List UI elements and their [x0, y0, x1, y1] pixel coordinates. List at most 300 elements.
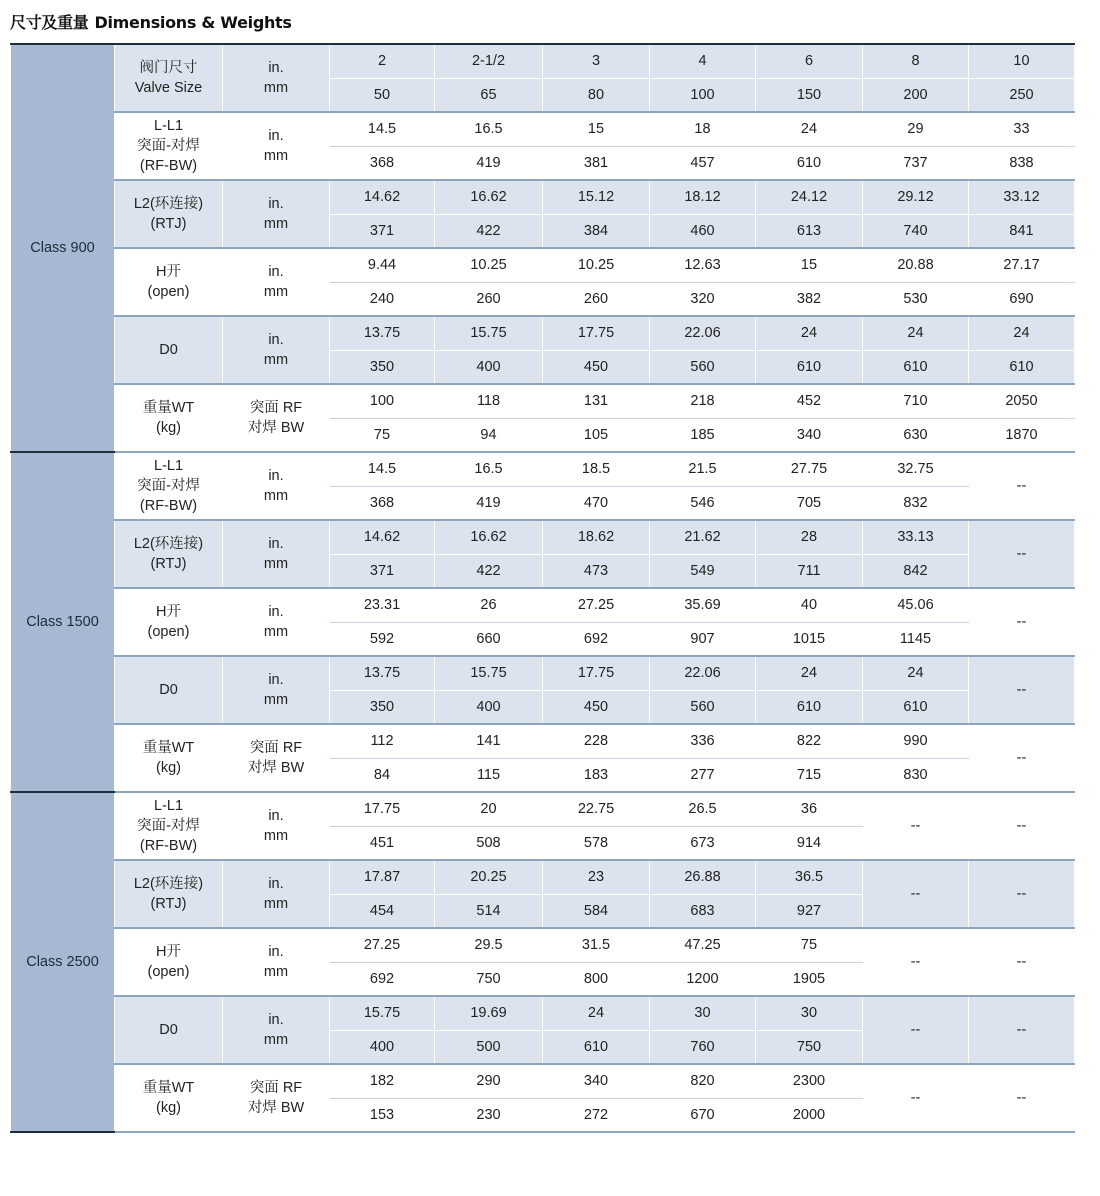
value-cell: 33	[969, 112, 1075, 146]
value-cell: 29.12	[863, 180, 969, 214]
table-row	[11, 180, 1075, 214]
value-cell: 546	[650, 486, 756, 520]
size-mm-cell: 80	[543, 78, 650, 112]
value-cell: 272	[543, 1098, 650, 1132]
row-label-text: 突面-对焊	[137, 478, 200, 494]
value-cell: 473	[543, 554, 650, 588]
value-cell: 17.75	[330, 792, 435, 826]
row-unit-text: mm	[263, 964, 289, 980]
size-in-cell: 4	[650, 44, 756, 78]
title-en: Dimensions & Weights	[94, 13, 292, 32]
value-cell: 711	[756, 554, 863, 588]
value-cell: 24	[756, 112, 863, 146]
value-cell: 183	[543, 758, 650, 792]
row-unit-text: 突面 RF	[249, 1080, 303, 1096]
value-cell: 750	[435, 962, 543, 996]
class-label: Class 900	[11, 44, 115, 452]
value-cell: 277	[650, 758, 756, 792]
row-label-text: (open)	[147, 964, 190, 980]
row-label	[115, 248, 223, 316]
table-row	[11, 588, 1075, 622]
value-cell: 673	[650, 826, 756, 860]
not-available-cell: --	[863, 928, 969, 996]
row-unit-text: in.	[268, 672, 284, 688]
value-cell: 841	[969, 214, 1075, 248]
row-unit-text: 突面 RF	[249, 740, 303, 756]
table-row	[11, 656, 1075, 690]
row-unit-text: in.	[268, 536, 284, 552]
value-cell: 13.75	[330, 656, 435, 690]
row-unit-text: mm	[263, 488, 289, 504]
value-cell: 33.13	[863, 520, 969, 554]
value-cell: 75	[330, 418, 435, 452]
value-cell: 2000	[756, 1098, 863, 1132]
row-unit	[223, 248, 330, 316]
unit-label	[223, 44, 330, 112]
value-cell: 75	[756, 928, 863, 962]
row-unit	[223, 384, 330, 452]
value-cell: 10.25	[543, 248, 650, 282]
value-cell: 115	[435, 758, 543, 792]
row-label-text: L2(环连接)	[133, 196, 204, 212]
value-cell: 9.44	[330, 248, 435, 282]
value-cell: 368	[330, 486, 435, 520]
value-cell: 692	[330, 962, 435, 996]
value-cell: 2050	[969, 384, 1075, 418]
row-unit	[223, 860, 330, 928]
title-cn: 尺寸及重量	[10, 13, 89, 32]
row-label	[115, 1064, 223, 1132]
size-in-cell: 2	[330, 44, 435, 78]
value-cell: 419	[435, 146, 543, 180]
value-cell: 560	[650, 690, 756, 724]
value-cell: 153	[330, 1098, 435, 1132]
value-cell: 14.62	[330, 180, 435, 214]
table-row	[11, 860, 1075, 894]
row-unit-text: mm	[263, 216, 289, 232]
value-cell: 27.17	[969, 248, 1075, 282]
value-cell: 2300	[756, 1064, 863, 1098]
value-cell: 610	[756, 350, 863, 384]
value-cell: 30	[650, 996, 756, 1030]
value-cell: 610	[756, 146, 863, 180]
value-cell: 422	[435, 214, 543, 248]
row-unit-text: 突面 RF	[249, 400, 303, 416]
value-cell: 16.5	[435, 112, 543, 146]
value-cell: 422	[435, 554, 543, 588]
value-cell: 371	[330, 214, 435, 248]
value-cell: 560	[650, 350, 756, 384]
value-cell: 141	[435, 724, 543, 758]
value-cell: 578	[543, 826, 650, 860]
value-cell: 94	[435, 418, 543, 452]
value-cell: 20	[435, 792, 543, 826]
value-cell: 750	[756, 1030, 863, 1064]
row-label-text: H开	[156, 944, 181, 960]
row-unit	[223, 656, 330, 724]
row-label	[115, 996, 223, 1064]
table-row	[11, 384, 1075, 418]
value-cell: 14.5	[330, 112, 435, 146]
not-available-cell: --	[969, 996, 1075, 1064]
table-row	[11, 248, 1075, 282]
value-cell: 613	[756, 214, 863, 248]
value-cell: 13.75	[330, 316, 435, 350]
row-unit-text: mm	[263, 828, 289, 844]
value-cell: 24	[756, 316, 863, 350]
row-unit-text: in.	[268, 264, 284, 280]
valve-size-label	[115, 44, 223, 112]
table-row	[11, 112, 1075, 146]
value-cell: 24	[863, 316, 969, 350]
value-cell: 29.5	[435, 928, 543, 962]
value-cell: 24.12	[756, 180, 863, 214]
row-unit-text: mm	[263, 148, 289, 164]
value-cell: 185	[650, 418, 756, 452]
row-unit	[223, 588, 330, 656]
value-cell: 610	[863, 350, 969, 384]
row-label-text: L-L1	[153, 798, 184, 814]
size-in-cell: 2-1/2	[435, 44, 543, 78]
value-cell: 927	[756, 894, 863, 928]
value-cell: 30	[756, 996, 863, 1030]
value-cell: 23	[543, 860, 650, 894]
value-cell: 822	[756, 724, 863, 758]
valve-size-text: 阀门尺寸	[139, 60, 198, 76]
value-cell: 18.5	[543, 452, 650, 486]
row-label	[115, 928, 223, 996]
value-cell: 18.62	[543, 520, 650, 554]
value-cell: 14.5	[330, 452, 435, 486]
row-label-text: (RF-BW)	[139, 158, 198, 174]
size-mm-cell: 50	[330, 78, 435, 112]
row-label-text: L-L1	[153, 118, 184, 134]
value-cell: 820	[650, 1064, 756, 1098]
row-unit	[223, 180, 330, 248]
row-unit-text: 对焊 BW	[247, 420, 305, 436]
row-unit-text: in.	[268, 808, 284, 824]
table-row	[11, 996, 1075, 1030]
value-cell: 914	[756, 826, 863, 860]
value-cell: 21.5	[650, 452, 756, 486]
row-unit-text: in.	[268, 1012, 284, 1028]
value-cell: 24	[756, 656, 863, 690]
row-label	[115, 112, 223, 180]
value-cell: 27.75	[756, 452, 863, 486]
value-cell: 320	[650, 282, 756, 316]
value-cell: 26.5	[650, 792, 756, 826]
value-cell: 350	[330, 350, 435, 384]
value-cell: 24	[543, 996, 650, 1030]
size-mm-cell: 65	[435, 78, 543, 112]
row-label-text: 重量WT	[142, 740, 195, 756]
value-cell: 32.75	[863, 452, 969, 486]
not-available-cell: --	[969, 724, 1075, 792]
value-cell: 22.06	[650, 316, 756, 350]
value-cell: 21.62	[650, 520, 756, 554]
value-cell: 27.25	[543, 588, 650, 622]
value-cell: 500	[435, 1030, 543, 1064]
value-cell: 1905	[756, 962, 863, 996]
value-cell: 20.88	[863, 248, 969, 282]
value-cell: 15.75	[435, 316, 543, 350]
row-unit-text: mm	[263, 1032, 289, 1048]
row-unit-text: in.	[268, 196, 284, 212]
value-cell: 10.25	[435, 248, 543, 282]
row-unit	[223, 1064, 330, 1132]
row-unit-text: mm	[263, 556, 289, 572]
row-label-text: L-L1	[153, 458, 184, 474]
size-in-cell: 3	[543, 44, 650, 78]
row-unit-text: in.	[268, 332, 284, 348]
size-mm-cell: 250	[969, 78, 1075, 112]
table-row	[11, 520, 1075, 554]
value-cell: 182	[330, 1064, 435, 1098]
value-cell: 610	[543, 1030, 650, 1064]
row-label-text: D0	[159, 1022, 178, 1038]
value-cell: 670	[650, 1098, 756, 1132]
size-in-cell: 10	[969, 44, 1075, 78]
row-label-text: (RTJ)	[150, 556, 187, 572]
size-mm-cell: 100	[650, 78, 756, 112]
value-cell: 737	[863, 146, 969, 180]
row-label-text: 突面-对焊	[137, 138, 200, 154]
row-unit	[223, 316, 330, 384]
value-cell: 692	[543, 622, 650, 656]
value-cell: 470	[543, 486, 650, 520]
value-cell: 340	[543, 1064, 650, 1098]
value-cell: 592	[330, 622, 435, 656]
row-unit-text: mm	[263, 284, 289, 300]
value-cell: 47.25	[650, 928, 756, 962]
row-unit-text: in.	[268, 604, 284, 620]
row-label	[115, 656, 223, 724]
class-label: Class 1500	[11, 452, 115, 792]
not-available-cell: --	[969, 452, 1075, 520]
value-cell: 260	[435, 282, 543, 316]
size-in-cell: 6	[756, 44, 863, 78]
unit-text: mm	[263, 80, 289, 96]
row-unit	[223, 520, 330, 588]
value-cell: 842	[863, 554, 969, 588]
value-cell: 16.62	[435, 180, 543, 214]
value-cell: 12.63	[650, 248, 756, 282]
value-cell: 1200	[650, 962, 756, 996]
not-available-cell: --	[863, 1064, 969, 1132]
value-cell: 36.5	[756, 860, 863, 894]
value-cell: 26.88	[650, 860, 756, 894]
value-cell: 15.75	[435, 656, 543, 690]
row-label	[115, 180, 223, 248]
value-cell: 27.25	[330, 928, 435, 962]
row-unit	[223, 724, 330, 792]
value-cell: 400	[330, 1030, 435, 1064]
value-cell: 36	[756, 792, 863, 826]
value-cell: 20.25	[435, 860, 543, 894]
value-cell: 419	[435, 486, 543, 520]
row-label-text: 重量WT	[142, 400, 195, 416]
value-cell: 760	[650, 1030, 756, 1064]
not-available-cell: --	[863, 792, 969, 860]
value-cell: 31.5	[543, 928, 650, 962]
value-cell: 22.75	[543, 792, 650, 826]
row-label-text: H开	[156, 264, 181, 280]
row-label-text: (RF-BW)	[139, 498, 198, 514]
row-label	[115, 724, 223, 792]
row-label-text: (kg)	[156, 760, 181, 776]
not-available-cell: --	[969, 928, 1075, 996]
value-cell: 381	[543, 146, 650, 180]
value-cell: 112	[330, 724, 435, 758]
value-cell: 584	[543, 894, 650, 928]
table-row	[11, 316, 1075, 350]
value-cell: 450	[543, 690, 650, 724]
row-label-text: D0	[159, 682, 178, 698]
value-cell: 17.75	[543, 316, 650, 350]
value-cell: 290	[435, 1064, 543, 1098]
row-unit-text: in.	[268, 128, 284, 144]
table-row	[11, 792, 1075, 826]
row-unit-text: mm	[263, 896, 289, 912]
value-cell: 15.75	[330, 996, 435, 1030]
value-cell: 610	[756, 690, 863, 724]
row-label-text: (open)	[147, 284, 190, 300]
value-cell: 336	[650, 724, 756, 758]
value-cell: 131	[543, 384, 650, 418]
value-cell: 16.62	[435, 520, 543, 554]
value-cell: 35.69	[650, 588, 756, 622]
value-cell: 218	[650, 384, 756, 418]
row-unit-text: in.	[268, 944, 284, 960]
not-available-cell: --	[969, 792, 1075, 860]
value-cell: 26	[435, 588, 543, 622]
value-cell: 384	[543, 214, 650, 248]
value-cell: 105	[543, 418, 650, 452]
value-cell: 710	[863, 384, 969, 418]
value-cell: 371	[330, 554, 435, 588]
value-cell: 84	[330, 758, 435, 792]
value-cell: 451	[330, 826, 435, 860]
value-cell: 240	[330, 282, 435, 316]
row-label-text: L2(环连接)	[133, 536, 204, 552]
value-cell: 16.5	[435, 452, 543, 486]
value-cell: 715	[756, 758, 863, 792]
value-cell: 17.87	[330, 860, 435, 894]
value-cell: 28	[756, 520, 863, 554]
value-cell: 22.06	[650, 656, 756, 690]
value-cell: 40	[756, 588, 863, 622]
row-label	[115, 792, 223, 860]
value-cell: 18.12	[650, 180, 756, 214]
row-unit	[223, 928, 330, 996]
not-available-cell: --	[969, 1064, 1075, 1132]
value-cell: 454	[330, 894, 435, 928]
row-label-text: H开	[156, 604, 181, 620]
value-cell: 400	[435, 690, 543, 724]
value-cell: 45.06	[863, 588, 969, 622]
value-cell: 1145	[863, 622, 969, 656]
row-label	[115, 588, 223, 656]
value-cell: 350	[330, 690, 435, 724]
value-cell: 118	[435, 384, 543, 418]
row-unit-text: mm	[263, 352, 289, 368]
table-row	[11, 1064, 1075, 1098]
not-available-cell: --	[969, 860, 1075, 928]
value-cell: 457	[650, 146, 756, 180]
not-available-cell: --	[863, 996, 969, 1064]
row-label-text: D0	[159, 342, 178, 358]
value-cell: 400	[435, 350, 543, 384]
value-cell: 15	[756, 248, 863, 282]
row-label-text: (kg)	[156, 1100, 181, 1116]
value-cell: 514	[435, 894, 543, 928]
unit-text: in.	[268, 60, 284, 76]
row-label	[115, 316, 223, 384]
row-unit-text: in.	[268, 876, 284, 892]
value-cell: 100	[330, 384, 435, 418]
value-cell: 610	[969, 350, 1075, 384]
value-cell: 15.12	[543, 180, 650, 214]
value-cell: 23.31	[330, 588, 435, 622]
row-unit-text: mm	[263, 692, 289, 708]
value-cell: 29	[863, 112, 969, 146]
value-cell: 19.69	[435, 996, 543, 1030]
value-cell: 450	[543, 350, 650, 384]
value-cell: 832	[863, 486, 969, 520]
header-row-in	[11, 44, 1075, 78]
page-title	[10, 10, 292, 33]
row-label-text: (RTJ)	[150, 216, 187, 232]
row-unit-text: mm	[263, 624, 289, 640]
row-unit	[223, 112, 330, 180]
value-cell: 1015	[756, 622, 863, 656]
value-cell: 530	[863, 282, 969, 316]
dimensions-table	[10, 43, 1075, 1133]
value-cell: 14.62	[330, 520, 435, 554]
row-unit-text: in.	[268, 468, 284, 484]
value-cell: 690	[969, 282, 1075, 316]
value-cell: 683	[650, 894, 756, 928]
row-label	[115, 520, 223, 588]
size-mm-cell: 150	[756, 78, 863, 112]
value-cell: 368	[330, 146, 435, 180]
value-cell: 33.12	[969, 180, 1075, 214]
table-row	[11, 724, 1075, 758]
table-row	[11, 928, 1075, 962]
value-cell: 660	[435, 622, 543, 656]
not-available-cell: --	[969, 656, 1075, 724]
class-label: Class 2500	[11, 792, 115, 1132]
row-label-text: L2(环连接)	[133, 876, 204, 892]
value-cell: 228	[543, 724, 650, 758]
row-label-text: (RF-BW)	[139, 838, 198, 854]
value-cell: 15	[543, 112, 650, 146]
row-label	[115, 452, 223, 520]
value-cell: 24	[863, 656, 969, 690]
value-cell: 610	[863, 690, 969, 724]
valve-size-text: Valve Size	[134, 80, 203, 96]
value-cell: 460	[650, 214, 756, 248]
row-label	[115, 384, 223, 452]
value-cell: 830	[863, 758, 969, 792]
not-available-cell: --	[863, 860, 969, 928]
value-cell: 549	[650, 554, 756, 588]
value-cell: 17.75	[543, 656, 650, 690]
row-unit	[223, 452, 330, 520]
value-cell: 705	[756, 486, 863, 520]
value-cell: 630	[863, 418, 969, 452]
row-unit	[223, 792, 330, 860]
